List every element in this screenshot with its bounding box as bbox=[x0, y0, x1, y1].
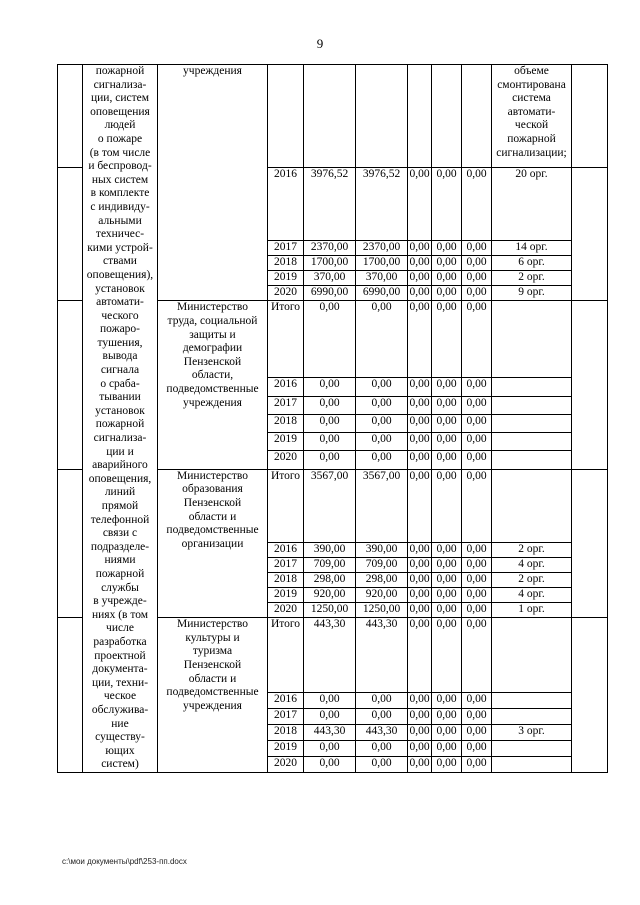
action-text-line: в учрежде- bbox=[93, 595, 147, 608]
result-cell bbox=[492, 469, 572, 542]
last-cell bbox=[572, 168, 608, 301]
year-cell: Итого bbox=[268, 469, 304, 542]
executor-cell bbox=[158, 65, 268, 301]
year-cell: 2018 bbox=[268, 256, 304, 271]
action-text-line: ниях (в том bbox=[91, 608, 149, 621]
action-text-line: связи с bbox=[102, 527, 138, 540]
executor-line: организации bbox=[181, 537, 244, 550]
empty-cell bbox=[432, 65, 462, 168]
action-text-line: обслужива- bbox=[91, 703, 149, 716]
executor-line: области и bbox=[188, 510, 237, 523]
year-cell: 2016 bbox=[268, 543, 304, 558]
regional-budget-cell: 298,00 bbox=[356, 573, 408, 588]
executor-cell bbox=[158, 301, 268, 469]
total-funding-cell: 3976,52 bbox=[304, 168, 356, 241]
executor-line: подведомственные bbox=[166, 686, 259, 699]
year-cell: 2020 bbox=[268, 451, 304, 469]
regional-budget-cell: 920,00 bbox=[356, 588, 408, 603]
empty-cell bbox=[356, 65, 408, 168]
regional-budget-cell: 0,00 bbox=[356, 692, 408, 708]
result-line: объеме bbox=[514, 65, 549, 77]
total-funding-cell: 1700,00 bbox=[304, 256, 356, 271]
other-funding-cell: 0,00 bbox=[462, 603, 492, 618]
executor-line: Пензенской bbox=[183, 496, 242, 509]
executor-line: демографии bbox=[182, 342, 243, 355]
result-cell: 1 орг. bbox=[492, 603, 572, 618]
year-cell: Итого bbox=[268, 301, 304, 378]
action-text-line: тывании bbox=[99, 391, 141, 404]
result-cell bbox=[492, 708, 572, 724]
action-text-line: службы bbox=[101, 581, 139, 594]
result-cell: 2 орг. bbox=[492, 543, 572, 558]
local-funding-cell: 0,00 bbox=[432, 692, 462, 708]
action-text-line: аварийного bbox=[92, 459, 148, 472]
action-text-line: систем) bbox=[101, 758, 139, 771]
regional-budget-cell: 3976,52 bbox=[356, 168, 408, 241]
result-line: система bbox=[512, 92, 551, 105]
action-text-line: разработка bbox=[93, 635, 147, 648]
federal-funding-cell: 0,00 bbox=[408, 543, 432, 558]
last-cell bbox=[572, 65, 608, 168]
number-cell bbox=[58, 469, 83, 617]
regional-budget-cell: 0,00 bbox=[356, 433, 408, 451]
regional-budget-cell: 0,00 bbox=[356, 756, 408, 772]
empty-cell bbox=[268, 65, 304, 168]
regional-budget-cell: 390,00 bbox=[356, 543, 408, 558]
local-funding-cell: 0,00 bbox=[432, 543, 462, 558]
local-funding-cell: 0,00 bbox=[432, 256, 462, 271]
result-cell bbox=[492, 618, 572, 693]
page-number: 9 bbox=[316, 36, 324, 51]
table-body bbox=[58, 65, 608, 773]
total-funding-cell: 0,00 bbox=[304, 396, 356, 414]
action-text-line: ствами bbox=[103, 255, 137, 268]
action-text-line: пожарной bbox=[95, 567, 145, 580]
year-cell: Итого bbox=[268, 618, 304, 693]
result-line: автомати- bbox=[507, 105, 556, 118]
local-funding-cell: 0,00 bbox=[432, 573, 462, 588]
year-cell: 2020 bbox=[268, 286, 304, 301]
federal-funding-cell: 0,00 bbox=[408, 396, 432, 414]
empty-cell bbox=[408, 65, 432, 168]
federal-funding-cell: 0,00 bbox=[408, 168, 432, 241]
year-cell: 2019 bbox=[268, 588, 304, 603]
action-text-line: ниями bbox=[104, 554, 136, 567]
result-cell: 14 орг. bbox=[492, 241, 572, 256]
action-text-line: тушения, bbox=[97, 336, 143, 349]
other-funding-cell: 0,00 bbox=[462, 543, 492, 558]
other-funding-cell: 0,00 bbox=[462, 573, 492, 588]
other-funding-cell: 0,00 bbox=[462, 433, 492, 451]
action-text-line: линий bbox=[104, 486, 136, 499]
action-text-line: ние bbox=[111, 717, 129, 730]
federal-funding-cell: 0,00 bbox=[408, 256, 432, 271]
regional-budget-cell: 0,00 bbox=[356, 301, 408, 378]
local-funding-cell: 0,00 bbox=[432, 469, 462, 542]
other-funding-cell: 0,00 bbox=[462, 469, 492, 542]
action-text-line: проектной bbox=[94, 649, 146, 662]
executor-line: туризма bbox=[192, 645, 233, 658]
other-funding-cell: 0,00 bbox=[462, 708, 492, 724]
federal-funding-cell: 0,00 bbox=[408, 756, 432, 772]
action-text-line: ции, техни- bbox=[91, 676, 149, 689]
regional-budget-cell: 0,00 bbox=[356, 451, 408, 469]
number-cell bbox=[58, 618, 83, 773]
last-cell bbox=[572, 469, 608, 617]
local-funding-cell: 0,00 bbox=[432, 378, 462, 396]
year-cell: 2017 bbox=[268, 558, 304, 573]
number-cell bbox=[58, 301, 83, 469]
action-text-line: существу- bbox=[95, 731, 145, 744]
federal-funding-cell: 0,00 bbox=[408, 433, 432, 451]
local-funding-cell: 0,00 bbox=[432, 301, 462, 378]
year-cell: 2018 bbox=[268, 573, 304, 588]
action-text-line: (в том числе bbox=[89, 146, 151, 159]
federal-funding-cell: 0,00 bbox=[408, 241, 432, 256]
action-text-line: техничес- bbox=[95, 228, 145, 241]
last-cell bbox=[572, 301, 608, 469]
action-text-line: ющих bbox=[105, 744, 135, 757]
action-text-line: кими устрой- bbox=[87, 241, 153, 254]
action-text-line: оповещения, bbox=[88, 472, 152, 485]
total-funding-cell: 0,00 bbox=[304, 451, 356, 469]
action-text-line: сигнала bbox=[100, 364, 140, 377]
year-cell: 2019 bbox=[268, 740, 304, 756]
other-funding-cell: 0,00 bbox=[462, 256, 492, 271]
other-funding-cell: 0,00 bbox=[462, 692, 492, 708]
executor-cell bbox=[158, 469, 268, 617]
action-text-line: установок bbox=[95, 282, 145, 295]
local-funding-cell: 0,00 bbox=[432, 168, 462, 241]
year-cell: 2019 bbox=[268, 433, 304, 451]
action-text-line: альными bbox=[98, 214, 142, 227]
local-funding-cell: 0,00 bbox=[432, 724, 462, 740]
local-funding-cell: 0,00 bbox=[432, 588, 462, 603]
regional-budget-cell: 1250,00 bbox=[356, 603, 408, 618]
federal-funding-cell: 0,00 bbox=[408, 724, 432, 740]
regional-budget-cell: 1700,00 bbox=[356, 256, 408, 271]
action-text-line: прямой bbox=[101, 500, 139, 512]
total-funding-cell: 0,00 bbox=[304, 301, 356, 378]
action-text-line: о сраба- bbox=[100, 377, 140, 390]
action-text-line: ческое bbox=[103, 690, 137, 703]
other-funding-cell: 0,00 bbox=[462, 168, 492, 241]
other-funding-cell: 0,00 bbox=[462, 414, 492, 432]
local-funding-cell: 0,00 bbox=[432, 708, 462, 724]
executor-line: области и bbox=[188, 672, 237, 685]
executor-line: образования bbox=[182, 483, 243, 496]
executor-line: учреждения bbox=[183, 396, 242, 409]
regional-budget-cell: 0,00 bbox=[356, 378, 408, 396]
year-cell: 2018 bbox=[268, 724, 304, 740]
result-cell bbox=[492, 301, 572, 378]
result-cell bbox=[492, 756, 572, 772]
result-line: смонтирована bbox=[497, 78, 566, 91]
year-cell: 2020 bbox=[268, 756, 304, 772]
local-funding-cell: 0,00 bbox=[432, 414, 462, 432]
action-text-line: с индивиду- bbox=[90, 200, 150, 213]
action-text-line: ции и bbox=[106, 445, 134, 458]
local-funding-cell: 0,00 bbox=[432, 286, 462, 301]
executor-line: Министерство bbox=[177, 469, 248, 482]
total-funding-cell: 709,00 bbox=[304, 558, 356, 573]
executor-line: труда, социальной bbox=[167, 315, 258, 328]
action-text-line: о пожаре bbox=[97, 132, 143, 145]
executor-line: учреждения bbox=[183, 699, 242, 712]
federal-funding-cell: 0,00 bbox=[408, 286, 432, 301]
regional-budget-cell: 0,00 bbox=[356, 708, 408, 724]
result-cell bbox=[492, 740, 572, 756]
other-funding-cell: 0,00 bbox=[462, 618, 492, 693]
executor-line: области, bbox=[191, 369, 234, 382]
executor-line: культуры и bbox=[185, 631, 240, 644]
footer-file-path: c:\мои документы\pdf\253-пп.docx bbox=[62, 857, 187, 866]
executor-line: учреждения bbox=[183, 65, 242, 77]
other-funding-cell: 0,00 bbox=[462, 378, 492, 396]
other-funding-cell: 0,00 bbox=[462, 588, 492, 603]
action-text-line: ных систем bbox=[91, 173, 149, 186]
action-text-line: людей bbox=[104, 119, 136, 132]
result-cell bbox=[492, 414, 572, 432]
action-text-line: оповещения bbox=[90, 105, 150, 118]
total-funding-cell: 0,00 bbox=[304, 740, 356, 756]
federal-funding-cell: 0,00 bbox=[408, 271, 432, 286]
regional-budget-cell: 370,00 bbox=[356, 271, 408, 286]
result-cell: 4 орг. bbox=[492, 588, 572, 603]
action-text-line: документа- bbox=[92, 663, 148, 676]
action-text-line: в комплекте bbox=[90, 187, 150, 200]
local-funding-cell: 0,00 bbox=[432, 558, 462, 573]
local-funding-cell: 0,00 bbox=[432, 241, 462, 256]
executor-line: Министерство bbox=[177, 618, 248, 631]
other-funding-cell: 0,00 bbox=[462, 271, 492, 286]
result-cell: 6 орг. bbox=[492, 256, 572, 271]
regional-budget-cell: 443,30 bbox=[356, 724, 408, 740]
continuation-row bbox=[58, 65, 608, 168]
action-text-line: телефонной bbox=[90, 513, 150, 526]
year-cell: 2017 bbox=[268, 396, 304, 414]
federal-funding-cell: 0,00 bbox=[408, 378, 432, 396]
result-cell bbox=[492, 433, 572, 451]
total-funding-cell: 1250,00 bbox=[304, 603, 356, 618]
action-text-line: пожарной bbox=[95, 418, 145, 431]
action-text-line: ческого bbox=[101, 309, 139, 322]
executor-cell bbox=[158, 618, 268, 773]
total-funding-cell: 0,00 bbox=[304, 433, 356, 451]
year-cell: 2017 bbox=[268, 708, 304, 724]
total-funding-cell: 0,00 bbox=[304, 708, 356, 724]
result-line: ческой bbox=[514, 119, 549, 132]
executor-line: подведомственные bbox=[166, 383, 259, 396]
last-cell bbox=[572, 618, 608, 773]
result-cell: 2 орг. bbox=[492, 271, 572, 286]
executor-line: защиты и bbox=[189, 328, 236, 341]
federal-funding-cell: 0,00 bbox=[408, 451, 432, 469]
federal-funding-cell: 0,00 bbox=[408, 301, 432, 378]
total-funding-cell: 0,00 bbox=[304, 414, 356, 432]
regional-budget-cell: 0,00 bbox=[356, 414, 408, 432]
result-cell: 3 орг. bbox=[492, 724, 572, 740]
number-cell bbox=[58, 168, 83, 301]
result-cell bbox=[492, 451, 572, 469]
executor-line: Пензенской bbox=[183, 658, 242, 671]
empty-cell bbox=[304, 65, 356, 168]
federal-funding-cell: 0,00 bbox=[408, 618, 432, 693]
total-funding-cell: 443,30 bbox=[304, 618, 356, 693]
result-line: пожарной bbox=[507, 132, 556, 145]
regional-budget-cell: 3567,00 bbox=[356, 469, 408, 542]
other-funding-cell: 0,00 bbox=[462, 396, 492, 414]
federal-funding-cell: 0,00 bbox=[408, 603, 432, 618]
result-cell: 2 орг. bbox=[492, 573, 572, 588]
year-cell: 2019 bbox=[268, 271, 304, 286]
total-funding-cell: 3567,00 bbox=[304, 469, 356, 542]
result-line: сигнализации; bbox=[496, 146, 567, 159]
total-funding-cell: 6990,00 bbox=[304, 286, 356, 301]
regional-budget-cell: 6990,00 bbox=[356, 286, 408, 301]
result-cell: 20 орг. bbox=[492, 168, 572, 241]
total-funding-cell: 370,00 bbox=[304, 271, 356, 286]
local-funding-cell: 0,00 bbox=[432, 271, 462, 286]
other-funding-cell: 0,00 bbox=[462, 558, 492, 573]
local-funding-cell: 0,00 bbox=[432, 756, 462, 772]
action-text-line: ции, систем bbox=[91, 92, 149, 105]
year-cell: 2020 bbox=[268, 603, 304, 618]
year-cell: 2016 bbox=[268, 692, 304, 708]
year-cell: 2017 bbox=[268, 241, 304, 256]
local-funding-cell: 0,00 bbox=[432, 603, 462, 618]
action-text-line: и беспровод- bbox=[88, 160, 152, 173]
regional-budget-cell: 0,00 bbox=[356, 740, 408, 756]
action-text-line: автомати- bbox=[96, 296, 144, 309]
empty-cell bbox=[462, 65, 492, 168]
local-funding-cell: 0,00 bbox=[432, 433, 462, 451]
year-cell: 2018 bbox=[268, 414, 304, 432]
other-funding-cell: 0,00 bbox=[462, 241, 492, 256]
regional-budget-cell: 709,00 bbox=[356, 558, 408, 573]
action-text-line: пожарной bbox=[95, 65, 145, 77]
local-funding-cell: 0,00 bbox=[432, 740, 462, 756]
other-funding-cell: 0,00 bbox=[462, 740, 492, 756]
action-text-line: установок bbox=[95, 404, 145, 417]
executor-line: Министерство bbox=[177, 301, 248, 314]
other-funding-cell: 0,00 bbox=[462, 286, 492, 301]
total-funding-cell: 920,00 bbox=[304, 588, 356, 603]
result-cell bbox=[492, 692, 572, 708]
local-funding-cell: 0,00 bbox=[432, 451, 462, 469]
action-text-line: числе bbox=[106, 622, 134, 635]
total-funding-cell: 298,00 bbox=[304, 573, 356, 588]
federal-funding-cell: 0,00 bbox=[408, 469, 432, 542]
federal-funding-cell: 0,00 bbox=[408, 588, 432, 603]
federal-funding-cell: 0,00 bbox=[408, 740, 432, 756]
year-cell: 2016 bbox=[268, 378, 304, 396]
other-funding-cell: 0,00 bbox=[462, 756, 492, 772]
year-cell: 2016 bbox=[268, 168, 304, 241]
action-text-line: сигнализа- bbox=[93, 78, 147, 91]
total-funding-cell: 390,00 bbox=[304, 543, 356, 558]
total-funding-cell: 2370,00 bbox=[304, 241, 356, 256]
action-text-line: оповещения), bbox=[86, 268, 154, 281]
federal-funding-cell: 0,00 bbox=[408, 573, 432, 588]
total-funding-cell: 0,00 bbox=[304, 378, 356, 396]
federal-funding-cell: 0,00 bbox=[408, 558, 432, 573]
total-funding-cell: 0,00 bbox=[304, 692, 356, 708]
federal-funding-cell: 0,00 bbox=[408, 414, 432, 432]
total-funding-cell: 443,30 bbox=[304, 724, 356, 740]
other-funding-cell: 0,00 bbox=[462, 301, 492, 378]
other-funding-cell: 0,00 bbox=[462, 724, 492, 740]
local-funding-cell: 0,00 bbox=[432, 618, 462, 693]
executor-line: подведомственные bbox=[166, 524, 259, 537]
action-text-line: пожаро- bbox=[100, 323, 140, 336]
result-cell bbox=[492, 378, 572, 396]
executor-line: Пензенской bbox=[183, 355, 242, 368]
result-cell: 9 орг. bbox=[492, 286, 572, 301]
result-cell bbox=[492, 65, 572, 168]
action-text-line: вывода bbox=[102, 350, 138, 363]
action-text-line: сигнализа- bbox=[93, 432, 147, 445]
regional-budget-cell: 443,30 bbox=[356, 618, 408, 693]
result-cell: 4 орг. bbox=[492, 558, 572, 573]
action-text-line: подразделе- bbox=[90, 540, 150, 553]
regional-budget-cell: 0,00 bbox=[356, 396, 408, 414]
regional-budget-cell: 2370,00 bbox=[356, 241, 408, 256]
total-funding-cell: 0,00 bbox=[304, 756, 356, 772]
program-activities-table bbox=[57, 64, 608, 773]
action-description-cell bbox=[83, 65, 158, 773]
other-funding-cell: 0,00 bbox=[462, 451, 492, 469]
federal-funding-cell: 0,00 bbox=[408, 692, 432, 708]
number-cell bbox=[58, 65, 83, 168]
result-cell bbox=[492, 396, 572, 414]
federal-funding-cell: 0,00 bbox=[408, 708, 432, 724]
local-funding-cell: 0,00 bbox=[432, 396, 462, 414]
